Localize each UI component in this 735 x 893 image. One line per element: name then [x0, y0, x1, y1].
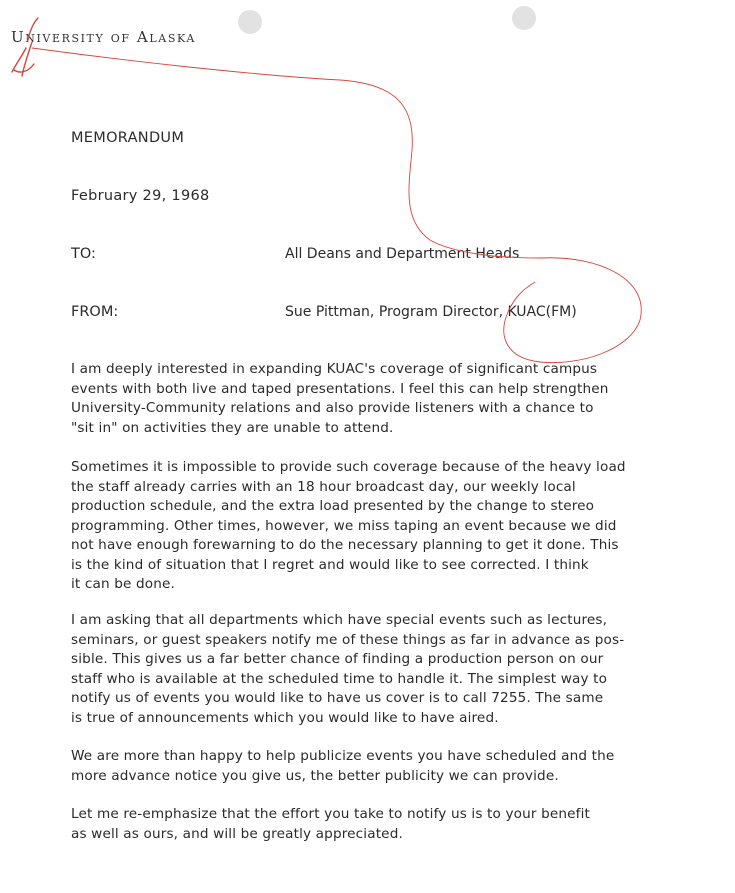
paragraph-line: programming. Other times, however, we miss taping an event because we did	[71, 517, 617, 534]
body-paragraph-4	[71, 747, 721, 786]
paragraph-line: I am asking that all departments which have special events such as lectures,	[71, 612, 608, 628]
paragraph-line: events with both live and taped presentations. I feel this can help strengthen	[71, 380, 609, 397]
paragraph-line: more advance notice you give us, the better publicity we can provide.	[71, 767, 559, 784]
paragraph-line: I am deeply interested in expanding KUAC's coverage of significant campus	[71, 361, 598, 377]
paragraph-line: is true of announcements which you would like to have aired.	[71, 709, 499, 726]
red-pen-mark-icon	[12, 18, 38, 76]
paragraph-line: staff who is available at the scheduled time to handle it. The simplest way to	[71, 670, 608, 687]
punch-hole-left	[238, 10, 262, 34]
body-paragraph-3	[71, 611, 721, 728]
from-sender: Sue Pittman, Program Director, KUAC(FM)	[285, 304, 577, 320]
body-paragraph-5	[71, 805, 721, 844]
body-paragraph-1	[71, 360, 721, 438]
paragraph-line: not have enough forewarning to do the necessary planning to get it done. This	[71, 537, 619, 553]
paragraph-line: as well as ours, and will be greatly appreciated.	[71, 825, 403, 842]
paragraph-line: the staff already carries with an 18 hour broadcast day, our weekly local	[71, 478, 576, 495]
to-label: TO:	[71, 246, 96, 262]
paragraph-line: is the kind of situation that I regret and would like to see corrected. I think	[71, 556, 589, 573]
to-recipients: All Deans and Department Heads	[285, 246, 520, 262]
paragraph-line: notify us of events you would like to have us cover is to call 7255. The same	[71, 690, 604, 706]
body-paragraph-2	[71, 458, 721, 595]
red-routing-line	[32, 48, 540, 258]
paragraph-line: seminars, or guest speakers notify me of these things as far in advance as pos-	[71, 631, 625, 648]
from-label: FROM:	[71, 304, 119, 320]
paragraph-line: We are more than happy to help publicize events you have scheduled and the	[71, 748, 615, 764]
letterhead: University of Alaska	[11, 28, 196, 46]
paragraph-line: production schedule, and the extra load presented by the change to stereo	[71, 498, 595, 514]
paragraph-line: Let me re-emphasize that the effort you take to notify us is to your benefit	[71, 806, 591, 822]
paragraph-line: it can be done.	[71, 576, 175, 592]
paragraph-line: Sometimes it is impossible to provide such coverage because of the heavy load	[71, 459, 626, 475]
paragraph-line: University-Community relations and also provide listeners with a chance to	[71, 400, 594, 416]
paragraph-line: sible. This gives us a far better chance of finding a production person on our	[71, 651, 604, 667]
memo-title: MEMORANDUM	[71, 130, 185, 146]
punch-hole-right	[512, 6, 536, 30]
paragraph-line: "sit in" on activities they are unable to attend.	[71, 419, 394, 436]
memo-date: February 29, 1968	[71, 188, 210, 204]
